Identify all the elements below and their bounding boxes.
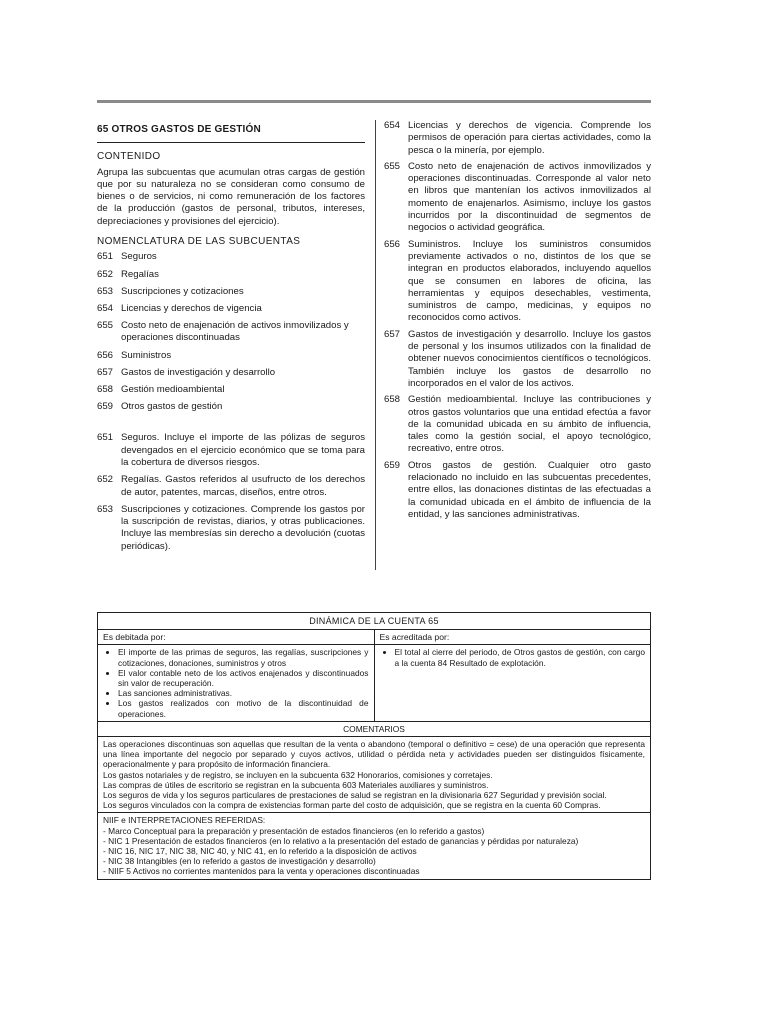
nom-code: 659 (97, 401, 114, 413)
nom-name: Regalías (121, 268, 159, 280)
def-code: 657 (384, 328, 401, 340)
nomenclatura-item (97, 384, 365, 396)
def-text: Gestión medioambiental. Incluye las contribuciones y otros gastos voluntarios que una entidad efectúa a favor de la comunidad ubicada en su ámbito de influencia, tales como la gestión social, el apoyo tecnológico, recreativo, entre otros. (408, 394, 651, 455)
def-text: Regalías. Gastos referidos al usufructo de los derechos de autor, patentes, marcas, diseños, entre otros. (121, 474, 365, 498)
credit-cell (374, 645, 651, 721)
comment-line: Los seguros vinculados con la compra de existencias forman parte del costo de adquisición, que se registra en la cuenta 60 Compras. (103, 800, 601, 811)
credit-list (380, 647, 646, 667)
nomenclatura-item (97, 269, 365, 281)
niif-title: NIIF e INTERPRETACIONES REFERIDAS: (103, 815, 266, 826)
debit-list (103, 647, 369, 718)
definition-item (384, 329, 651, 390)
comentarios-cell (98, 737, 651, 813)
debit-item: • El importe de las primas de seguros, las regalías, suscripciones y cotizaciones, donaciones, suministros y otros (118, 647, 369, 667)
niif-line: - NIC 1 Presentación de estados financieros (en lo relativo a la presentación del estado de ganancias y pérdidas por naturaleza) (103, 835, 579, 846)
def-text: Licencias y derechos de vigencia. Comprende los permisos de operación para ciertas actividades, como la pesca o la minería, por ejemplo. (408, 120, 651, 156)
nomenclatura-item (97, 286, 365, 298)
contenido-label: CONTENIDO (97, 151, 161, 163)
dinamica-title: DINÁMICA DE LA CUENTA 65 (98, 613, 651, 630)
nom-name: Otros gastos de gestión (121, 401, 223, 413)
nom-code: 658 (97, 383, 114, 395)
definition-item (384, 161, 651, 235)
nomenclatura-label: NOMENCLATURA DE LAS SUBCUENTAS (97, 236, 301, 248)
nomenclatura-list (97, 251, 365, 413)
def-code: 658 (384, 394, 401, 406)
definition-item (384, 394, 651, 455)
left-column (97, 120, 365, 558)
nomenclatura-item (97, 367, 365, 379)
nom-name: Licencias y derechos de vigencia (121, 302, 262, 314)
def-code: 651 (97, 432, 114, 444)
nom-name: Gestión medioambiental (121, 383, 225, 395)
def-text: Seguros. Incluye el importe de las pólizas de seguros devengados en el ejercicio económico que se toma para la cobertura de diversos riesgos. (121, 432, 365, 468)
definition-item (384, 239, 651, 325)
debit-header: Es debitada por: (98, 630, 375, 645)
spacer (97, 418, 365, 432)
nom-name: Gastos de investigación y desarrollo (121, 366, 276, 378)
def-code: 652 (97, 474, 114, 486)
comment-line: Las compras de útiles de escritorio se registran en la subcuenta 603 Materiales auxiliares y suministros. (103, 779, 489, 790)
def-text: Gastos de investigación y desarrollo. Incluye los gastos de personal y los insumos utilizados con la finalidad de obtener nuevos conocimientos científicos o tecnológicos. También incluye los gastos de desarrollo no incorporados en el valor de los activos. (408, 328, 651, 389)
niif-cell (98, 813, 651, 879)
definition-item (384, 120, 651, 157)
def-text: Suministros. Incluye los suministros consumidos previamente activados o no, distintos de los que se integran en productos elaborados, incluyendo aquellos que se consumen en labores de oficina, las herramientas y equipos desechables, vestimenta, suministros de campo, medicinas, y equipos no reconocidos como activos. (408, 238, 651, 324)
nom-name: Suscripciones y cotizaciones (121, 285, 244, 297)
comment-line: Los gastos notariales y de registro, se incluyen en la subcuenta 632 Honorarios, comisiones y corretajes. (103, 769, 493, 780)
def-code: 653 (97, 503, 114, 515)
credit-item: • El total al cierre del periodo, de Otros gastos de gestión, con cargo a la cuenta 84 Resultado de explotación. (395, 647, 646, 667)
niif-line: - Marco Conceptual para la preparación y presentación de estados financieros (en lo referido a gastos) (103, 825, 485, 836)
def-code: 659 (384, 459, 401, 471)
nom-code: 653 (97, 285, 114, 297)
comentarios-title: COMENTARIOS (98, 721, 651, 736)
nom-name: Seguros (121, 251, 157, 263)
definition-item (97, 432, 365, 469)
nomenclatura-item (97, 303, 365, 315)
niif-line: - NIC 16, NIC 17, NIC 38, NIC 40, y NIC 41, en lo referido a la disposición de activos (103, 846, 417, 857)
definition-item (384, 460, 651, 521)
nomenclatura-item (97, 350, 365, 362)
column-divider (375, 120, 376, 570)
niif-line: - NIC 38 Intangibles (en lo referido a gastos de investigación y desarrollo) (103, 856, 376, 867)
nomenclatura-item (97, 251, 365, 263)
comment-line: Los seguros de vida y los seguros particulares de prestaciones de salud se registran en la divisionaria 627 Seguridad y previsión social. (103, 790, 607, 801)
definition-item (97, 474, 365, 499)
credit-header: Es acreditada por: (374, 630, 651, 645)
section-title: 65 OTROS GASTOS DE GESTIÓN (97, 124, 365, 143)
nom-code: 655 (97, 320, 114, 332)
debit-cell (98, 645, 375, 721)
nomenclatura-item (97, 320, 365, 345)
contenido-text: Agrupa las subcuentas que acumulan otras cargas de gestión que por su naturaleza no se consideran como consumo de bienes o de servicios, ni como remuneración de los factores de la producción (gastos de personal, tributos, intereses, depreciaciones y provisiones del ejercicio). (97, 166, 365, 227)
nom-code: 657 (97, 366, 114, 378)
def-text: Otros gastos de gestión. Cualquier otro gasto relacionado no incluido en las subcuentas precedentes, entre ellos, las donaciones distintas de las efectuadas a la comunidad ubicada en el ámbito de influencia de la entidad, y las sanciones administrativas. (408, 459, 651, 520)
nom-code: 656 (97, 349, 114, 361)
niif-line: - NIIF 5 Activos no corrientes mantenidos para la venta y operaciones discontinuadas (103, 866, 420, 877)
right-column (384, 120, 651, 525)
def-code: 656 (384, 238, 401, 250)
debit-item: • Los gastos realizados con motivo de la discontinuidad de operaciones. (118, 698, 369, 718)
nomenclatura-item (97, 401, 365, 413)
debit-item: • El valor contable neto de los activos enajenados y discontinuados sin valor de recuperación. (118, 668, 369, 688)
nom-code: 652 (97, 268, 114, 280)
def-code: 655 (384, 160, 401, 172)
nom-code: 654 (97, 302, 114, 314)
dinamica-table (97, 612, 651, 880)
comment-line: Las operaciones discontinuas son aquellas que resultan de la venta o abandono (temporal o definitivo = cese) de una operación que representa una línea importante del negocio por separado y cuyos activos, utilidad o pérdida neta y actividades pueden ser distinguidos físicamente, operacionalmente y para propósito de información financiera. (103, 739, 645, 770)
nom-name: Suministros (121, 349, 172, 361)
def-text: Costo neto de enajenación de activos inmovilizados y operaciones discontinuadas. Corresponde al valor neto en libros que mantenían los activos inmovilizados al momento de enajenarlos. Asimismo, incluye los gastos incurridos por la discontinuidad de segmentos de negocios o actividad geográfica. (408, 160, 651, 234)
top-rule (97, 100, 651, 103)
nom-name: Costo neto de enajenación de activos inmovilizados y operaciones discontinuadas (121, 320, 349, 344)
debit-item: • Las sanciones administrativas. (118, 688, 369, 698)
definition-item (97, 504, 365, 553)
def-code: 654 (384, 120, 401, 131)
def-text: Suscripciones y cotizaciones. Comprende los gastos por la suscripción de revistas, diarios, y otras publicaciones. Incluye las membresías sin derecho a devolución (cuotas periódicas). (121, 503, 365, 552)
nom-code: 651 (97, 251, 114, 263)
